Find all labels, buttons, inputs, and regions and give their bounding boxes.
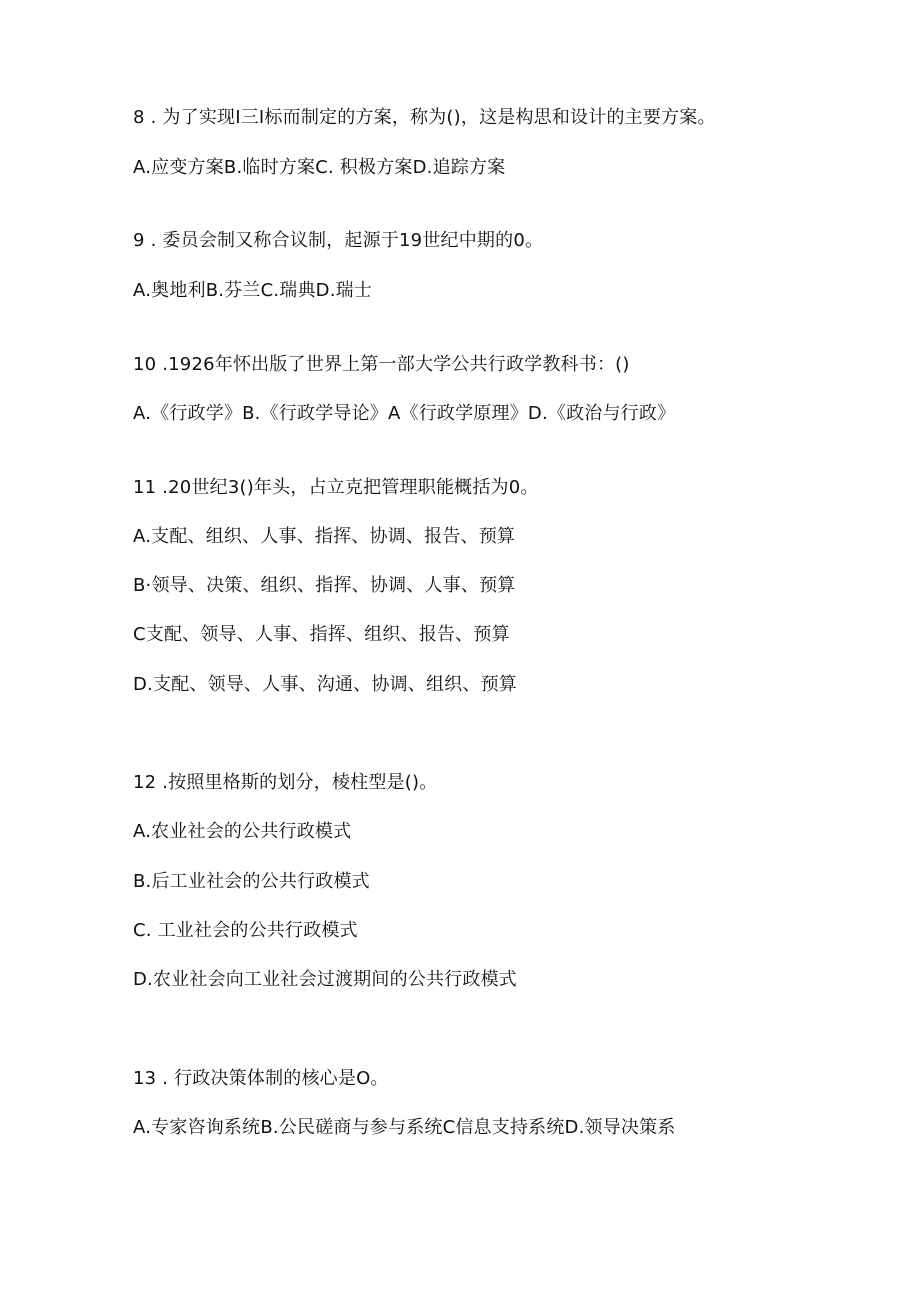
question-8-text: 8 . 为了实现Ι三Ι标而制定的方案，称为()，这是构思和设计的主要方案。 xyxy=(133,107,716,128)
question-9-text: 9 . 委员会制又称合议制，起源于19世纪中期的0。 xyxy=(133,230,544,251)
question-13-options: A.专家咨询系统B.公民磋商与参与系统C信息支持系统D.领导决策系 xyxy=(133,1117,676,1138)
question-11-option-d: D.支配、领导、人事、沟通、协调、组织、预算 xyxy=(133,674,517,695)
question-12-option-b: B.后工业社会的公共行政模式 xyxy=(133,871,370,892)
question-9-options: A.奥地利B.芬兰C.瑞典D.瑞士 xyxy=(133,280,373,301)
question-13-text: 13 . 行政决策体制的核心是O。 xyxy=(133,1068,389,1089)
question-10-options: A.《行政学》B.《行政学导论》A《行政学原理》D.《政治与行政》 xyxy=(133,403,676,424)
question-12-option-c: C. 工业社会的公共行政模式 xyxy=(133,920,358,941)
question-12-option-a: A.农业社会的公共行政模式 xyxy=(133,821,352,842)
question-12-text: 12 .按照里格斯的划分，棱柱型是()。 xyxy=(133,772,438,793)
question-11-option-a: A.支配、组织、人事、指挥、协调、报告、预算 xyxy=(133,526,516,547)
question-10-text: 10 .1926年怀出版了世界上第一部大学公共行政学教科书：() xyxy=(133,354,630,375)
question-11-option-c: C支配、领导、人事、指挥、组织、报告、预算 xyxy=(133,624,510,645)
question-8-options: A.应变方案B.临时方案C. 积极方案D.追踪方案 xyxy=(133,157,506,178)
question-12-option-d: D.农业社会向工业社会过渡期间的公共行政模式 xyxy=(133,969,517,990)
question-11-option-b: B·领导、决策、组织、指挥、协调、人事、预算 xyxy=(133,575,516,596)
question-11-text: 11 .20世纪3()年头，占立克把管理职能概括为0。 xyxy=(133,477,539,498)
